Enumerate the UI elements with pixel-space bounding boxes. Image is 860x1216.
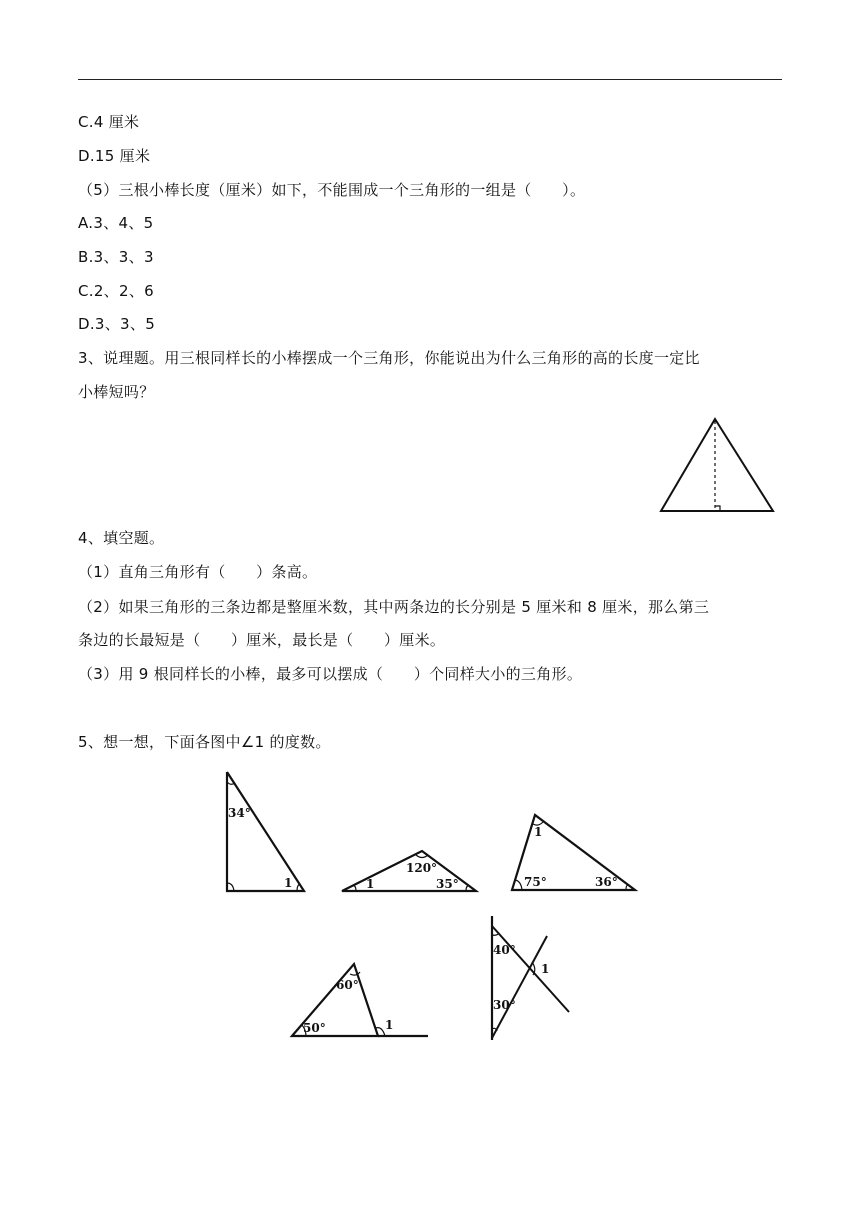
fig2-angle-120: 120° — [406, 861, 438, 875]
fig3-angle-1: 1 — [534, 825, 543, 839]
figure-5-crossing-lines — [485, 914, 577, 1044]
question-4-1: （1）直角三角形有（ ）条高。 — [78, 563, 318, 581]
fig3-angle-36: 36° — [595, 875, 618, 889]
fig5-angle-1: 1 — [541, 962, 550, 976]
question-4-2-line1: （2）如果三角形的三条边都是整厘米数，其中两条边的长分别是 5 厘米和 8 厘米，那么第三 — [78, 598, 710, 616]
option-a: A.3、4、5 — [78, 214, 154, 232]
fig1-angle-34: 34° — [228, 806, 251, 820]
fig5-angle-30: 30° — [493, 998, 516, 1012]
question-3-line2: 小棒短吗？ — [78, 383, 155, 401]
question-4-3: （3）用 9 根同样长的小棒，最多可以摆成（ ）个同样大小的三角形。 — [78, 665, 583, 683]
triangle-height-figure — [655, 415, 780, 515]
option-d-15cm: D.15 厘米 — [78, 147, 151, 165]
option-c: C.2、2、6 — [78, 282, 154, 300]
header-rule — [78, 79, 782, 80]
fig4-angle-60: 60° — [336, 978, 359, 992]
option-d: D.3、3、5 — [78, 315, 156, 333]
fig1-angle-1: 1 — [284, 876, 293, 890]
figure-3-acute-triangle — [508, 811, 640, 895]
fig4-angle-50: 50° — [303, 1021, 326, 1035]
fig4-angle-1: 1 — [385, 1018, 394, 1032]
figure-4-exterior-angle-triangle — [288, 960, 433, 1042]
question-3-line1: 3、说理题。用三根同样长的小棒摆成一个三角形，你能说出为什么三角形的高的长度一定比 — [78, 349, 700, 367]
figure-2-obtuse-triangle — [338, 846, 480, 896]
fig3-angle-75: 75° — [524, 875, 547, 889]
fig2-angle-35: 35° — [436, 877, 459, 891]
fig2-angle-1: 1 — [366, 877, 375, 891]
question-4-2-line2: 条边的长最短是（ ）厘米，最长是（ ）厘米。 — [78, 631, 446, 649]
question-5-stem: （5）三根小棒长度（厘米）如下，不能围成一个三角形的一组是（ ）。 — [78, 181, 586, 199]
figure-1-right-triangle — [220, 768, 312, 896]
option-c-4cm: C.4 厘米 — [78, 113, 140, 131]
question-5-title: 5、想一想，下面各图中∠1 的度数。 — [78, 733, 331, 751]
fig5-angle-40: 40° — [493, 943, 516, 957]
option-b: B.3、3、3 — [78, 248, 154, 266]
question-4-title: 4、填空题。 — [78, 529, 165, 547]
